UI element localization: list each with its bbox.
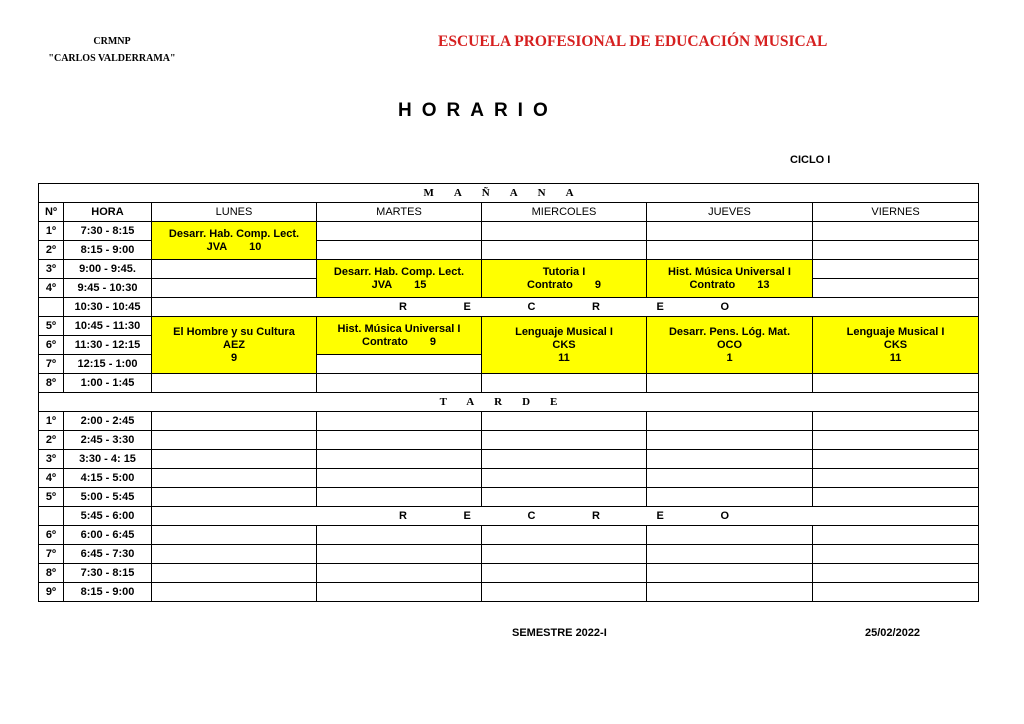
row-number: 8º [39,564,64,583]
empty-cell [482,583,647,602]
col-header-jueves: JUEVES [647,203,813,222]
row-time: 4:15 - 5:00 [64,469,152,488]
cycle-label: CICLO I [790,154,831,166]
class-room: 1 [726,351,733,364]
empty-cell [482,222,647,241]
row-number [39,507,64,526]
empty-cell [813,431,979,450]
empty-cell [813,241,979,260]
class-subject: Desarr. Pens. Lóg. Mat. [668,325,791,338]
class-subject: Lenguaje Musical I [846,325,945,338]
col-header-lunes: LUNES [152,203,317,222]
empty-cell [647,412,813,431]
row-number: 1º [39,222,64,241]
table-row [39,431,979,450]
empty-cell [152,583,317,602]
table-row [39,583,979,602]
empty-cell [647,583,813,602]
empty-cell [317,222,482,241]
empty-cell [647,222,813,241]
row-time: 7:30 - 8:15 [64,222,152,241]
row-number: 7º [39,545,64,564]
break-letter: E [656,300,664,313]
class-cell [152,222,317,260]
row-time: 10:30 - 10:45 [64,298,152,317]
empty-cell [647,545,813,564]
empty-cell [152,545,317,564]
empty-cell [647,564,813,583]
break-letter: C [527,300,536,313]
empty-cell [317,241,482,260]
class-room: 11 [558,351,570,364]
empty-cell [647,374,813,393]
row-time: 5:00 - 5:45 [64,488,152,507]
empty-cell [813,450,979,469]
row-number: 5º [39,317,64,336]
schedule-table [38,183,979,602]
empty-cell [482,431,647,450]
class-subject: Desarr. Hab. Comp. Lect. [168,227,300,240]
class-teacher: AEZ [223,338,245,351]
class-cell [813,317,979,374]
empty-cell [813,279,979,298]
break-letter: E [463,509,471,522]
row-number: 2º [39,431,64,450]
class-cell [152,317,317,374]
row-number: 6º [39,336,64,355]
break-row [39,507,979,526]
empty-cell [813,374,979,393]
column-header-row [39,203,979,222]
table-row [39,526,979,545]
date-label: 25/02/2022 [865,627,921,639]
empty-cell [813,469,979,488]
table-row [39,469,979,488]
col-header-martes: MARTES [317,203,482,222]
empty-cell [152,431,317,450]
row-time: 3:30 - 4: 15 [64,450,152,469]
row-number: 9º [39,583,64,602]
class-teacher: Contrato [527,278,573,291]
class-room: 11 [889,351,902,364]
break-letter: R [591,509,600,522]
empty-cell [152,469,317,488]
empty-cell [317,412,482,431]
empty-cell [813,583,979,602]
empty-cell [813,526,979,545]
row-number: 3º [39,450,64,469]
empty-cell [647,526,813,545]
class-room: 13 [757,278,770,291]
break-row [39,298,979,317]
row-number: 4º [39,469,64,488]
table-row [39,222,979,241]
page-title: HORARIO [398,100,558,121]
col-header-hora: HORA [64,203,152,222]
row-time: 11:30 - 12:15 [64,336,152,355]
empty-cell [482,545,647,564]
empty-cell [482,241,647,260]
afternoon-section-header: TARDE [39,393,979,412]
empty-cell [152,279,317,298]
class-subject: Hist. Música Universal I [337,322,461,335]
empty-cell [152,412,317,431]
col-header-miercoles: MIERCOLES [482,203,647,222]
row-time: 8:15 - 9:00 [64,583,152,602]
table-row [39,374,979,393]
break-label [152,298,979,317]
class-teacher: CKS [552,338,576,351]
row-time: 12:15 - 1:00 [64,355,152,374]
row-time: 6:45 - 7:30 [64,545,152,564]
morning-section-header: MAÑANA [39,184,979,203]
empty-cell [482,374,647,393]
row-number: 7º [39,355,64,374]
empty-cell [813,564,979,583]
empty-cell [647,469,813,488]
row-time: 10:45 - 11:30 [64,317,152,336]
class-cell [317,317,482,355]
empty-cell [647,450,813,469]
empty-cell [317,545,482,564]
col-header-viernes: VIERNES [813,203,979,222]
row-time: 6:00 - 6:45 [64,526,152,545]
class-subject: El Hombre y su Cultura [173,325,295,338]
break-letter: O [720,300,729,313]
org-line-1: CRMNP [93,36,131,47]
empty-cell [317,355,482,374]
empty-cell [152,450,317,469]
org-line-2: "CARLOS VALDERRAMA" [48,53,176,64]
empty-cell [482,412,647,431]
class-subject: Lenguaje Musical I [515,325,613,338]
break-letter: R [399,300,407,313]
break-letter: C [527,509,536,522]
row-time: 2:45 - 3:30 [64,431,152,450]
empty-cell [317,526,482,545]
empty-cell [317,583,482,602]
row-number [39,298,64,317]
empty-cell [152,260,317,279]
col-header-number: Nº [39,203,64,222]
class-room: 9 [230,351,238,364]
empty-cell [482,526,647,545]
break-letter: R [591,300,600,313]
table-row [39,488,979,507]
row-number: 3º [39,260,64,279]
empty-cell [152,374,317,393]
table-row [39,412,979,431]
break-letter: R [399,509,407,522]
row-number: 1º [39,412,64,431]
empty-cell [482,469,647,488]
row-number: 4º [39,279,64,298]
empty-cell [317,374,482,393]
row-time: 8:15 - 9:00 [64,241,152,260]
break-label [152,507,979,526]
empty-cell [482,450,647,469]
row-number: 6º [39,526,64,545]
table-row [39,545,979,564]
class-cell [647,260,813,298]
class-teacher: JVA [206,240,228,253]
table-row [39,564,979,583]
row-number: 2º [39,241,64,260]
empty-cell [152,564,317,583]
table-row [39,317,979,336]
class-cell [317,260,482,298]
class-subject: Hist. Música Universal I [668,265,791,278]
class-cell [647,317,813,374]
empty-cell [152,488,317,507]
row-number: 8º [39,374,64,393]
class-room: 15 [414,278,427,291]
class-cell [482,260,647,298]
row-time: 1:00 - 1:45 [64,374,152,393]
empty-cell [152,526,317,545]
row-time: 7:30 - 8:15 [64,564,152,583]
empty-cell [647,241,813,260]
class-teacher: JVA [371,278,393,291]
empty-cell [813,412,979,431]
table-row [39,260,979,279]
empty-cell [813,222,979,241]
empty-cell [813,260,979,279]
empty-cell [317,469,482,488]
empty-cell [317,450,482,469]
row-time: 9:45 - 10:30 [64,279,152,298]
break-letter: E [463,300,471,313]
row-time: 5:45 - 6:00 [64,507,152,526]
class-subject: Desarr. Hab. Comp. Lect. [333,265,465,278]
empty-cell [317,431,482,450]
table-row [39,450,979,469]
class-teacher: OCO [716,338,743,351]
class-room: 10 [249,240,262,253]
empty-cell [482,488,647,507]
semester-label: SEMESTRE 2022-I [512,627,607,639]
empty-cell [647,488,813,507]
break-letter: O [720,509,729,522]
row-time: 2:00 - 2:45 [64,412,152,431]
class-cell [482,317,647,374]
class-subject: Tutoria I [542,265,586,278]
empty-cell [317,564,482,583]
empty-cell [813,545,979,564]
school-name: ESCUELA PROFESIONAL DE EDUCACIÓN MUSICAL [438,33,828,50]
class-teacher: CKS [883,338,908,351]
break-letter: E [656,509,664,522]
row-number: 5º [39,488,64,507]
empty-cell [482,564,647,583]
class-room: 9 [594,278,601,291]
row-time: 9:00 - 9:45. [64,260,152,279]
class-teacher: Contrato [362,335,408,348]
class-room: 9 [429,335,436,348]
empty-cell [813,488,979,507]
empty-cell [317,488,482,507]
class-teacher: Contrato [689,278,736,291]
empty-cell [647,431,813,450]
